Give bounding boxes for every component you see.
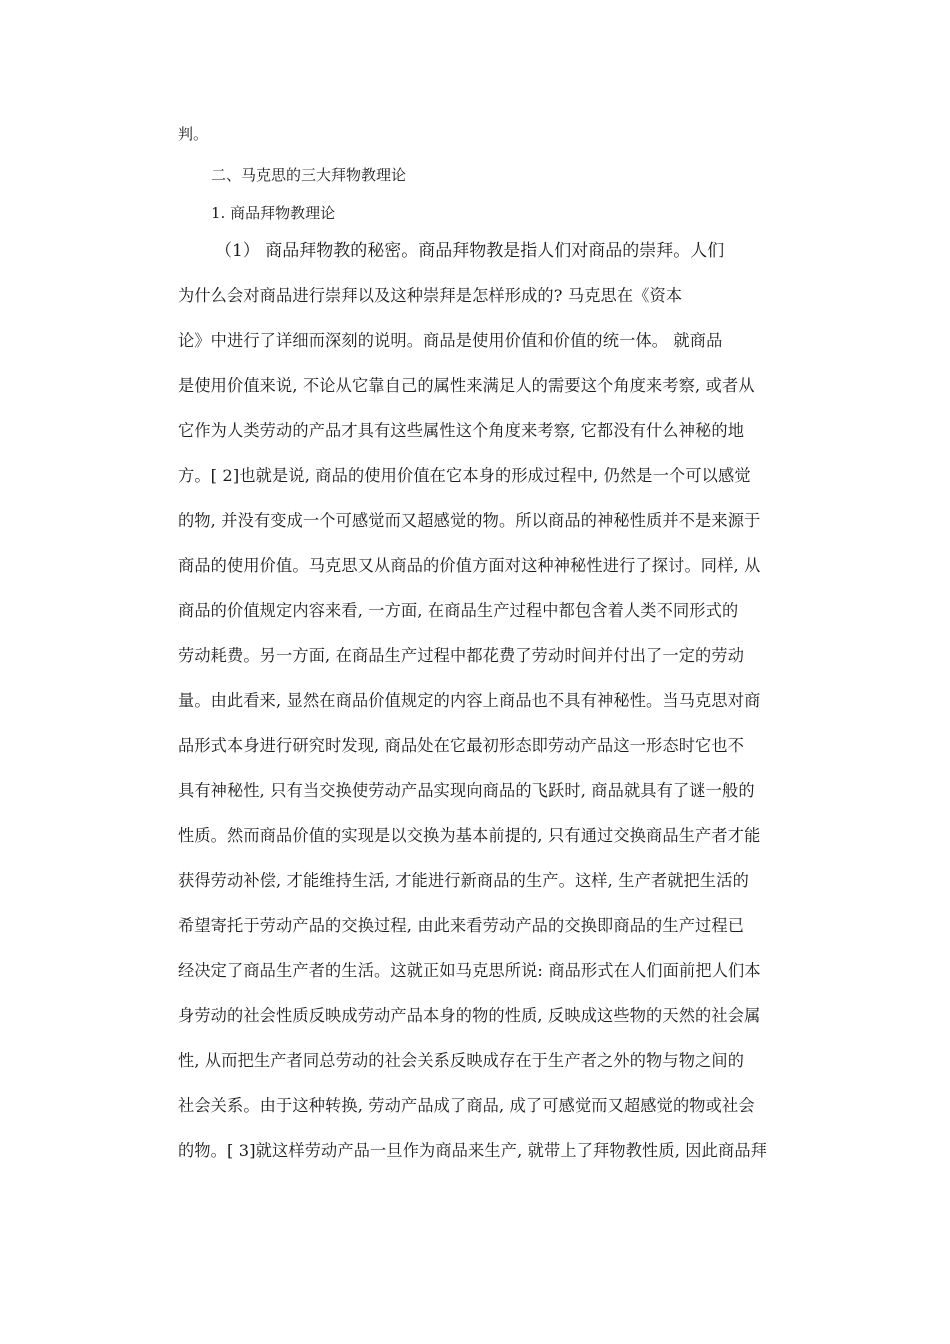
paragraph-line: 性, 从而把生产者同总劳动的社会关系反映成存在于生产者之外的物与物之间的 xyxy=(178,1051,745,1070)
paragraph-line: 社会关系。由于这种转换, 劳动产品成了商品, 成了可感觉而又超感觉的物或社会 xyxy=(178,1096,755,1115)
paragraph-line: 身劳动的社会性质反映成劳动产品本身的物的性质, 反映成这些物的天然的社会属 xyxy=(178,1006,761,1025)
paragraph-line: 性质。然而商品价值的实现是以交换为基本前提的, 只有通过交换商品生产者才能 xyxy=(178,826,761,845)
paragraph-line: 希望寄托于劳动产品的交换过程, 由此来看劳动产品的交换即商品的生产过程已 xyxy=(178,916,745,935)
paragraph-line: 它作为人类劳动的产品才具有这些属性这个角度来考察, 它都没有什么神秘的地 xyxy=(178,421,745,440)
paragraph-line: 品形式本身进行研究时发现, 商品处在它最初形态即劳动产品这一形态时它也不 xyxy=(178,736,745,755)
paragraph-line: 方。[ 2]也就是说, 商品的使用价值在它本身的形成过程中, 仍然是一个可以感觉 xyxy=(178,466,751,485)
paragraph-line: 劳动耗费。另一方面, 在商品生产过程中都花费了劳动时间并付出了一定的劳动 xyxy=(178,646,745,665)
paragraph-line: 经决定了商品生产者的生活。这就正如马克思所说: 商品形式在人们面前把人们本 xyxy=(178,961,761,980)
paragraph-line: （1） 商品拜物教的秘密。商品拜物教是指人们对商品的崇拜。人们 xyxy=(215,241,725,261)
paragraph-line: 获得劳动补偿, 才能维持生活, 才能进行新商品的生产。这样, 生产者就把生活的 xyxy=(178,871,749,890)
paragraph-line: 量。由此看来, 显然在商品价值规定的内容上商品也不具有神秘性。当马克思对商 xyxy=(178,691,761,710)
paragraph-line: 为什么会对商品进行崇拜以及这种崇拜是怎样形成的? 马克思在《资本 xyxy=(178,286,683,305)
paragraph-line: 商品的使用价值。马克思又从商品的价值方面对这种神秘性进行了探讨。同样, 从 xyxy=(178,556,761,575)
paragraph-line: 论》中进行了详细而深刻的说明。商品是使用价值和价值的统一体。 就商品 xyxy=(178,331,723,350)
paragraph-line: 的物, 并没有变成一个可感觉而又超感觉的物。所以商品的神秘性质并不是来源于 xyxy=(178,511,761,530)
paragraph-line: 是使用价值来说, 不论从它靠自己的属性来满足人的需要这个角度来考察, 或者从 xyxy=(178,376,755,395)
text-fragment-top: 判。 xyxy=(178,125,209,143)
section-heading: 二、马克思的三大拜物教理论 xyxy=(211,166,407,184)
paragraph-line: 的物。[ 3]就这样劳动产品一旦作为商品来生产, 就带上了拜物教性质, 因此商品拜 xyxy=(178,1141,767,1160)
paragraph-line: 商品的价值规定内容来看, 一方面, 在商品生产过程中都包含着人类不同形式的 xyxy=(178,601,739,620)
subsection-heading: 1. 商品拜物教理论 xyxy=(211,204,336,222)
paragraph-line: 具有神秘性, 只有当交换使劳动产品实现向商品的飞跃时, 商品就具有了谜一般的 xyxy=(178,781,755,800)
